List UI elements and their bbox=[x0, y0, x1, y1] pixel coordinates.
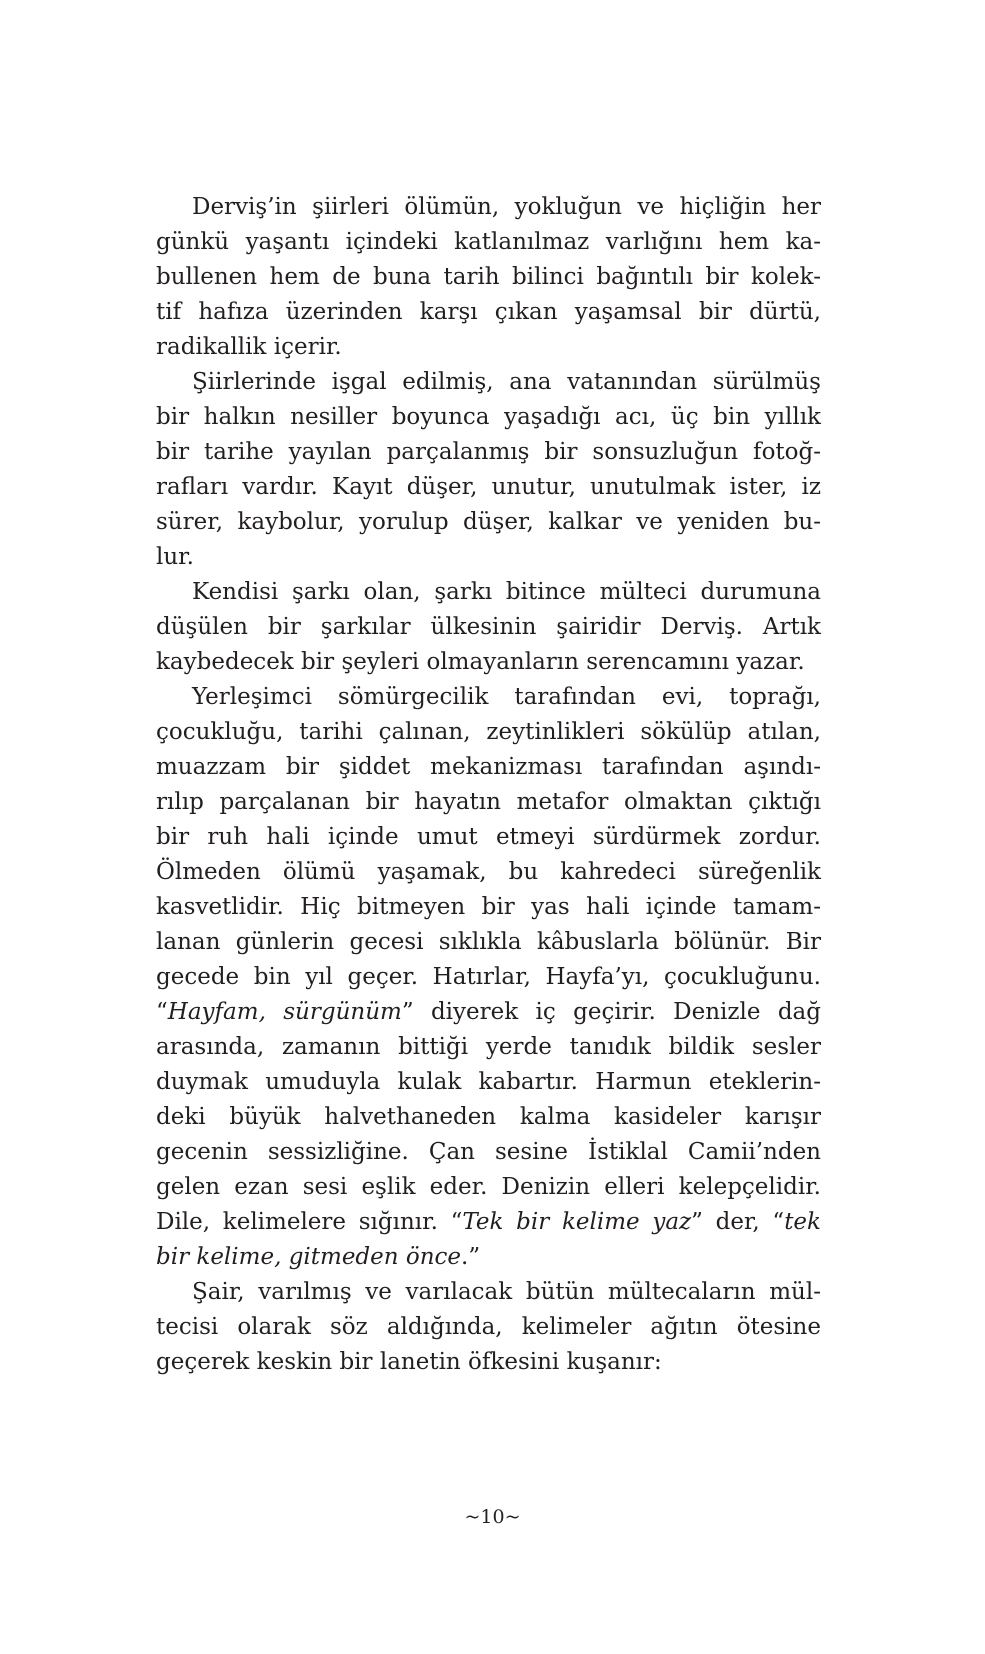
text-line: duymak umuduyla kulak kabartır. Harmun eteklerin- bbox=[156, 1069, 821, 1095]
text-line: Dile, kelimelere sığınır. “Tek bir kelime yaz” der, “tek bbox=[156, 1209, 821, 1235]
text-line: gelen ezan sesi eşlik eder. Denizin elleri kelepçelidir. bbox=[156, 1174, 821, 1200]
text-line: kaybedecek bir şeyleri olmayanların serencamını yazar. bbox=[156, 649, 805, 675]
text-line: Yerleşimci sömürgecilik tarafından evi, toprağı, bbox=[192, 684, 821, 710]
text-line: düşülen bir şarkılar ülkesinin şairidir Derviş. Artık bbox=[156, 614, 821, 640]
text-line: bir ruh hali içinde umut etmeyi sürdürmek zordur. bbox=[156, 824, 821, 850]
text-line: kasvetlidir. Hiç bitmeyen bir yas hali içinde tamam- bbox=[156, 894, 821, 920]
text-line: gecenin sessizliğine. Çan sesine İstiklal Camii’nden bbox=[156, 1139, 821, 1165]
text-line: gecede bin yıl geçer. Hatırlar, Hayfa’yı, çocukluğunu. bbox=[156, 964, 821, 990]
text-line: arasında, zamanın bittiği yerde tanıdık bildik sesler bbox=[156, 1034, 821, 1060]
text-line: bir kelime, gitmeden önce.” bbox=[156, 1244, 481, 1270]
italic-quote: Tek bir kelime yaz bbox=[462, 1209, 692, 1235]
text-line: çocukluğu, tarihi çalınan, zeytinlikleri sökülüp atılan, bbox=[156, 719, 821, 745]
text-line: deki büyük halvethaneden kalma kasideler karışır bbox=[156, 1104, 821, 1130]
text-line: lur. bbox=[156, 544, 194, 570]
text-line: muazzam bir şiddet mekanizması tarafından aşındı- bbox=[156, 754, 821, 780]
italic-quote: bir kelime, gitmeden önce bbox=[156, 1244, 462, 1270]
text-line: “Hayfam, sürgünüm” diyerek iç geçirir. Denizle dağ bbox=[156, 999, 821, 1025]
text-line: bullenen hem de buna tarih bilinci bağıntılı bir kolek- bbox=[156, 264, 821, 290]
page-number: ~10~ bbox=[464, 1506, 521, 1528]
text-line: rafları vardır. Kayıt düşer, unutur, unutulmak ister, iz bbox=[156, 474, 821, 500]
italic-quote: Hayfam, sürgünüm bbox=[167, 999, 402, 1025]
italic-quote: tek bbox=[784, 1209, 821, 1235]
text-line: Ölmeden ölümü yaşamak, bu kahredeci süreğenlik bbox=[156, 859, 821, 885]
text-line: radikallik içerir. bbox=[156, 334, 342, 360]
text-line: Şiirlerinde işgal edilmiş, ana vatanından sürülmüş bbox=[192, 369, 821, 395]
text-line: bir halkın nesiller boyunca yaşadığı acı, üç bin yıllık bbox=[156, 404, 821, 430]
text-line: Derviş’in şiirleri ölümün, yokluğun ve hiçliğin her bbox=[192, 194, 821, 220]
text-line: günkü yaşantı içindeki katlanılmaz varlığını hem ka- bbox=[156, 229, 821, 255]
text-line: bir tarihe yayılan parçalanmış bir sonsuzluğun fotoğ- bbox=[156, 439, 821, 465]
text-line: Kendisi şarkı olan, şarkı bitince mülteci durumuna bbox=[192, 579, 821, 605]
text-line: rılıp parçalanan bir hayatın metafor olmaktan çıktığı bbox=[156, 789, 821, 815]
text-line: sürer, kaybolur, yorulup düşer, kalkar ve yeniden bu- bbox=[156, 509, 821, 535]
body-text bbox=[156, 190, 821, 1380]
text-line: tecisi olarak söz aldığında, kelimeler ağıtın ötesine bbox=[156, 1314, 821, 1340]
text-line: Şair, varılmış ve varılacak bütün mültecaların mül- bbox=[192, 1279, 821, 1305]
text-line: lanan günlerin gecesi sıklıkla kâbuslarla bölünür. Bir bbox=[156, 929, 821, 955]
text-line: geçerek keskin bir lanetin öfkesini kuşanır: bbox=[156, 1349, 662, 1375]
text-line: tif hafıza üzerinden karşı çıkan yaşamsal bir dürtü, bbox=[156, 299, 821, 325]
